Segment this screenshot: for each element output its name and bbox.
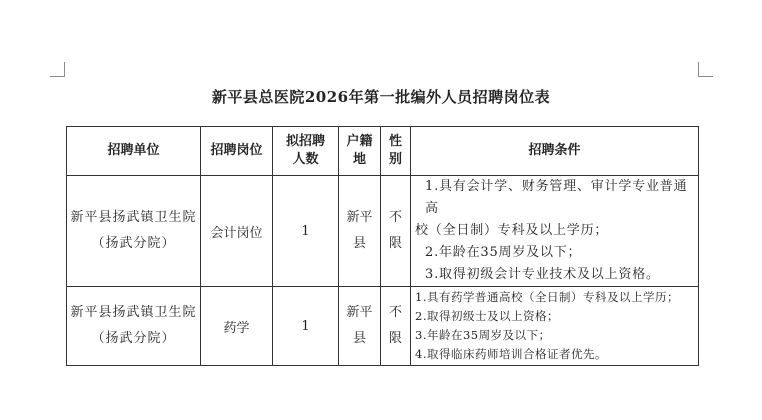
cell-post: 药学: [201, 287, 273, 366]
cell-unit: [67, 176, 201, 287]
crop-mark-top-right: [698, 62, 713, 77]
gender-line1: 不: [388, 305, 402, 320]
condition-line: 3.取得初级会计专业技术及以上资格。: [425, 267, 660, 282]
crop-mark-top-left: [50, 62, 65, 77]
cell-post: 会计岗位: [201, 176, 273, 287]
unit-branch: （扬武分院）: [91, 331, 176, 346]
table-row: [67, 287, 699, 366]
header-count: [273, 127, 339, 176]
header-count-line1: 拟招聘: [285, 134, 325, 149]
header-hukou-line1: 户籍: [346, 134, 373, 149]
hukou-line1: 新平: [346, 210, 373, 225]
header-count-line2: 人数: [292, 152, 319, 167]
unit-name: 新平县扬武镇卫生院: [70, 305, 197, 320]
table-header-row: [67, 127, 699, 176]
condition-line: 4.取得临床药师培训合格证者优先。: [415, 347, 607, 361]
condition-line: 2.年龄在35周岁及以下；: [425, 245, 582, 260]
cell-gender: [381, 176, 411, 287]
condition-line: 2.取得初级士及以上资格；: [415, 309, 559, 323]
condition-line: 1.具有会计学、财务管理、审计学专业普通高: [425, 179, 688, 216]
gender-line2: 限: [388, 331, 402, 346]
cell-count: 1: [273, 287, 339, 366]
condition-line: 3.年龄在35周岁及以下；: [415, 328, 551, 342]
condition-line: 1.具有药学普通高校（全日制）专科及以上学历；: [415, 290, 679, 304]
cell-hukou: [339, 287, 381, 366]
header-hukou-line2: 地: [352, 152, 366, 167]
gender-line1: 不: [388, 210, 402, 225]
hukou-line1: 新平: [346, 305, 373, 320]
header-unit: 招聘单位: [67, 127, 201, 176]
header-gender-line1: 性: [388, 134, 402, 149]
hukou-line2: 县: [352, 236, 366, 251]
hukou-line2: 县: [352, 331, 366, 346]
recruitment-table: [66, 126, 699, 366]
header-conditions: 招聘条件: [411, 127, 699, 176]
cell-count: 1: [273, 176, 339, 287]
cell-gender: [381, 287, 411, 366]
document-title: 新平县总医院2026年第一批编外人员招聘岗位表: [211, 88, 551, 106]
header-gender: [381, 127, 411, 176]
cell-hukou: [339, 176, 381, 287]
unit-branch: （扬武分院）: [91, 236, 176, 251]
header-hukou: [339, 127, 381, 176]
cell-conditions: [411, 176, 699, 287]
gender-line2: 限: [388, 236, 402, 251]
header-gender-line2: 别: [388, 152, 402, 167]
unit-name: 新平县扬武镇卫生院: [70, 210, 197, 225]
cell-unit: [67, 287, 201, 366]
header-post: 招聘岗位: [201, 127, 273, 176]
cell-conditions: [411, 287, 699, 366]
condition-line: 校（全日制）专科及以上学历；: [415, 223, 609, 238]
table-row: [67, 176, 699, 287]
